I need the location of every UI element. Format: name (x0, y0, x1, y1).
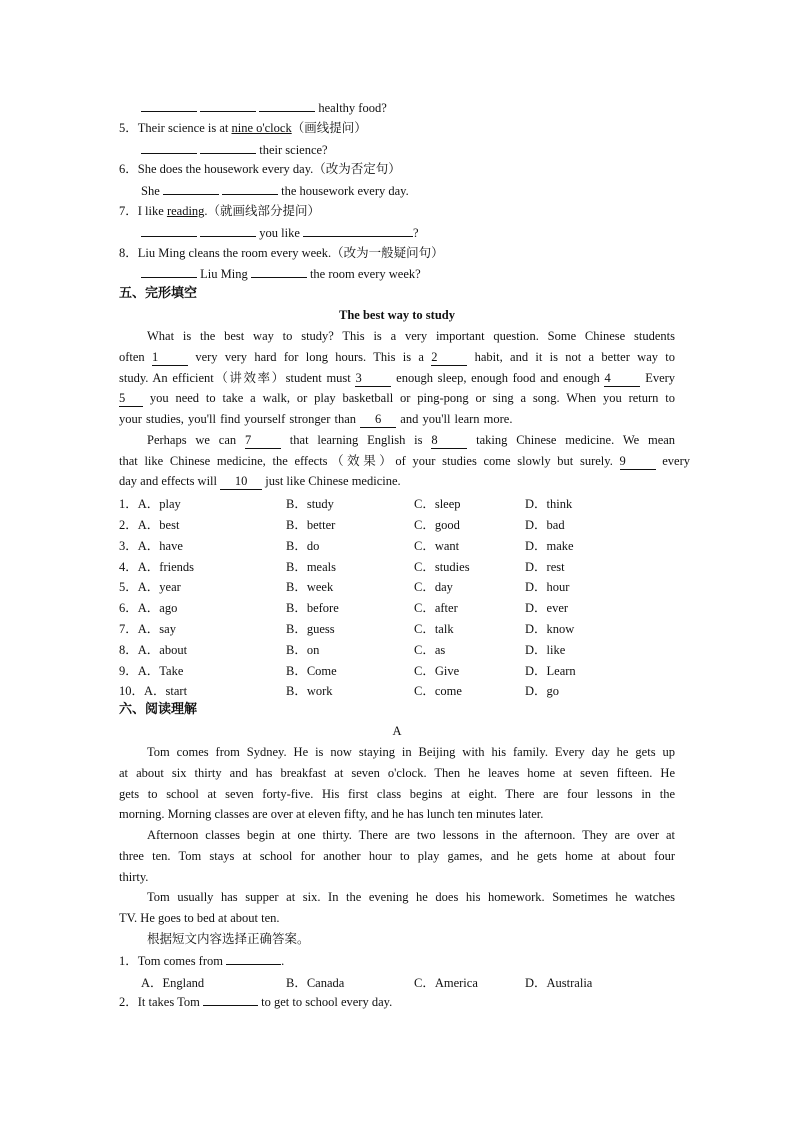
option-c[interactable]: C．come (414, 684, 462, 698)
option-d[interactable]: D．hour (525, 580, 570, 594)
passage-line-8: Tom usually has supper at six. In the evening he does his homework. Sometimes he watches (147, 890, 675, 904)
option-b[interactable]: B．Come (286, 664, 337, 678)
q4-answer-line (141, 99, 387, 116)
answer-blank[interactable] (200, 224, 256, 237)
option-b[interactable]: B．work (286, 684, 333, 698)
cloze-blank[interactable]: 8 (431, 432, 467, 449)
cloze-title: The best way to study (339, 308, 455, 322)
option-d[interactable]: D．Learn (525, 664, 576, 678)
option-d[interactable]: D．know (525, 622, 575, 636)
option-b[interactable]: B．study (286, 497, 334, 511)
option-c[interactable]: C．studies (414, 560, 470, 574)
option-c[interactable]: C．talk (414, 622, 454, 636)
option-a[interactable]: 5．A．year (119, 580, 181, 594)
option-c[interactable]: C．day (414, 580, 453, 594)
cloze-text: that like Chinese medicine, the effects（效果）of your studies come slowly but surely. (119, 454, 613, 468)
answer-blank[interactable] (203, 993, 258, 1006)
q7-end-text: ? (413, 226, 419, 240)
reading-q2-text: It takes Tom (137, 995, 200, 1009)
option-d[interactable]: D．rest (525, 560, 565, 574)
q4-tail-text: healthy food? (318, 101, 387, 115)
q7-hint: .（就画线部分提问） (204, 204, 321, 218)
q8-prompt (119, 245, 444, 261)
cloze-p2-line-1 (147, 432, 675, 449)
q6-answer-line (141, 182, 409, 199)
answer-blank[interactable] (200, 99, 256, 112)
reading-instruction: 根据短文内容选择正确答案。 (147, 931, 310, 946)
option-c[interactable]: C．Give (414, 664, 460, 678)
cloze-text: Perhaps we can (147, 433, 237, 447)
q7-underlined: reading (166, 204, 205, 218)
option-d[interactable]: D．make (525, 539, 574, 553)
cloze-p1-line-1: What is the best way to study? This is a very important question. Some Chinese students (147, 329, 675, 343)
option-d[interactable]: D．bad (525, 518, 565, 532)
cloze-blank[interactable]: 1 (152, 349, 188, 366)
q6-text: She does the housework every day.（改为否定句） (137, 162, 401, 176)
answer-blank[interactable] (141, 141, 197, 154)
cloze-blank[interactable]: 5 (119, 390, 143, 407)
option-c[interactable]: C．sleep (414, 497, 461, 511)
option-a[interactable]: 9．A．Take (119, 664, 184, 678)
cloze-text: every (662, 454, 691, 468)
q5-prompt (119, 120, 367, 136)
option-b[interactable]: B．guess (286, 622, 335, 636)
cloze-blank[interactable]: 10 (220, 473, 262, 490)
passage-line-5: Afternoon classes begin at one thirty. There are two lessons in the afternoon. They are over at (147, 828, 675, 842)
passage-line-4: morning. Morning classes are over at eleven fifty, and he has lunch ten minutes later. (119, 807, 544, 821)
option-c[interactable]: C．good (414, 518, 460, 532)
answer-blank[interactable] (141, 265, 197, 278)
cloze-text: taking Chinese medicine. We mean (476, 433, 676, 447)
question-number: 1． (119, 954, 138, 968)
cloze-blank[interactable]: 2 (431, 349, 467, 366)
option-c[interactable]: C．after (414, 601, 458, 615)
option-c[interactable]: C．as (414, 643, 446, 657)
cloze-text: enough sleep, enough food and enough (396, 371, 600, 385)
cloze-blank[interactable]: 4 (604, 370, 640, 387)
question-number: 7． (119, 204, 138, 218)
passage-line-1: Tom comes from Sydney. He is now staying in Beijing with his family. Every day he gets up (147, 745, 675, 759)
cloze-blank[interactable]: 3 (355, 370, 391, 387)
cloze-text: you need to take a walk, or play basketball or ping-pong or sing a song. When you return to (149, 391, 675, 405)
answer-blank[interactable] (226, 952, 281, 965)
option-a[interactable]: 6．A．ago (119, 601, 178, 615)
q8-mid-text: Liu Ming (200, 267, 248, 281)
cloze-text: your studies, you'll find yourself stronger than (119, 412, 357, 426)
option-d[interactable]: D．go (525, 684, 560, 698)
cloze-p2-line-2 (119, 453, 690, 470)
cloze-text: just like Chinese medicine. (265, 474, 401, 488)
q7-text: I like (137, 204, 167, 218)
answer-blank[interactable] (251, 265, 307, 278)
question-number: 8． (119, 246, 138, 260)
reading-q1-end: . (281, 954, 285, 968)
q7-prompt (119, 203, 320, 219)
q6-start-text: She (141, 184, 160, 198)
option-b[interactable]: B．do (286, 539, 320, 553)
cloze-text: study. An efficient（讲效率）student must (119, 371, 351, 385)
option-d[interactable]: D．Australia (525, 976, 593, 990)
answer-blank[interactable] (141, 224, 197, 237)
passage-line-3: gets to school at seven forty-five. His first class begins at eight. There are four lessons in the (119, 787, 675, 801)
option-d[interactable]: D．ever (525, 601, 569, 615)
reading-q1 (119, 952, 284, 969)
cloze-text: Every (645, 371, 676, 385)
cloze-text: that learning English is (289, 433, 423, 447)
question-number: 5． (119, 121, 138, 135)
q6-prompt (119, 161, 401, 177)
q5-hint: （画线提问） (291, 121, 367, 135)
option-c[interactable]: C．want (414, 539, 460, 553)
option-d[interactable]: D．think (525, 497, 573, 511)
passage-line-2: at about six thirty and has breakfast at seven o'clock. Then he leaves home at seven fifteen. He (119, 766, 675, 780)
cloze-text: very very hard for long hours. This is a (195, 350, 424, 364)
answer-blank[interactable] (163, 182, 219, 195)
option-a[interactable]: 3．A．have (119, 539, 183, 553)
q5-tail-text: their science? (259, 143, 328, 157)
option-a[interactable]: 8．A．about (119, 643, 188, 657)
q8-answer-line (141, 265, 421, 282)
passage-label: A (392, 724, 402, 738)
cloze-p1-line-2 (119, 349, 675, 366)
reading-q1-text: Tom comes from (137, 954, 223, 968)
q5-text: Their science is at (137, 121, 232, 135)
option-b[interactable]: B．Canada (286, 976, 345, 990)
q5-answer-line (141, 141, 328, 158)
cloze-text: and you'll learn more. (400, 412, 513, 426)
option-a[interactable]: 10．A．start (119, 684, 188, 698)
option-d[interactable]: D．like (525, 643, 566, 657)
cloze-p1-line-5 (119, 411, 512, 428)
cloze-p2-line-3 (119, 473, 401, 490)
reading-q2 (119, 993, 392, 1010)
option-b[interactable]: B．meals (286, 560, 336, 574)
question-number: 6． (119, 162, 138, 176)
cloze-text: day and effects will (119, 474, 217, 488)
cloze-text: often (119, 350, 145, 364)
cloze-blank[interactable]: 7 (245, 432, 281, 449)
q6-tail-text: the housework every day. (281, 184, 409, 198)
section-heading-reading: 六、阅读理解 (119, 702, 198, 717)
option-c[interactable]: C．America (414, 976, 478, 990)
option-a[interactable]: 1．A．play (119, 497, 181, 511)
cloze-text: habit, and it is not a better way to (474, 350, 676, 364)
answer-blank[interactable] (303, 224, 413, 237)
q8-tail-text: the room every week? (309, 267, 421, 281)
passage-line-9: TV. He goes to bed at about ten. (119, 911, 280, 925)
q5-underlined: nine o'clock (231, 121, 292, 135)
question-number: 2． (119, 995, 138, 1009)
q7-mid-text: you like (259, 226, 300, 240)
answer-blank[interactable] (141, 99, 197, 112)
option-b[interactable]: B．better (286, 518, 336, 532)
option-a[interactable]: A．England (141, 976, 205, 990)
reading-q2-tail: to get to school every day. (261, 995, 393, 1009)
passage-line-6: three ten. Tom stays at school for another hour to play games, and he gets home at about four (119, 849, 675, 863)
option-b[interactable]: B．week (286, 580, 334, 594)
q8-text: Liu Ming cleans the room every week.（改为一般疑问句） (137, 246, 444, 260)
cloze-blank[interactable]: 9 (620, 453, 656, 470)
answer-blank[interactable] (200, 141, 256, 154)
option-a[interactable]: 4．A．friends (119, 560, 194, 574)
cloze-p1-line-3 (119, 370, 675, 387)
option-a[interactable]: 2．A．best (119, 518, 180, 532)
answer-blank[interactable] (259, 99, 315, 112)
section-heading-cloze: 五、完形填空 (119, 286, 198, 301)
answer-blank[interactable] (222, 182, 278, 195)
cloze-blank[interactable]: 6 (360, 411, 396, 428)
q7-answer-line (141, 224, 419, 241)
cloze-p1-line-4 (119, 390, 675, 407)
option-b[interactable]: B．on (286, 643, 320, 657)
option-a[interactable]: 7．A．say (119, 622, 176, 636)
passage-line-7: thirty. (119, 870, 149, 884)
option-b[interactable]: B．before (286, 601, 339, 615)
